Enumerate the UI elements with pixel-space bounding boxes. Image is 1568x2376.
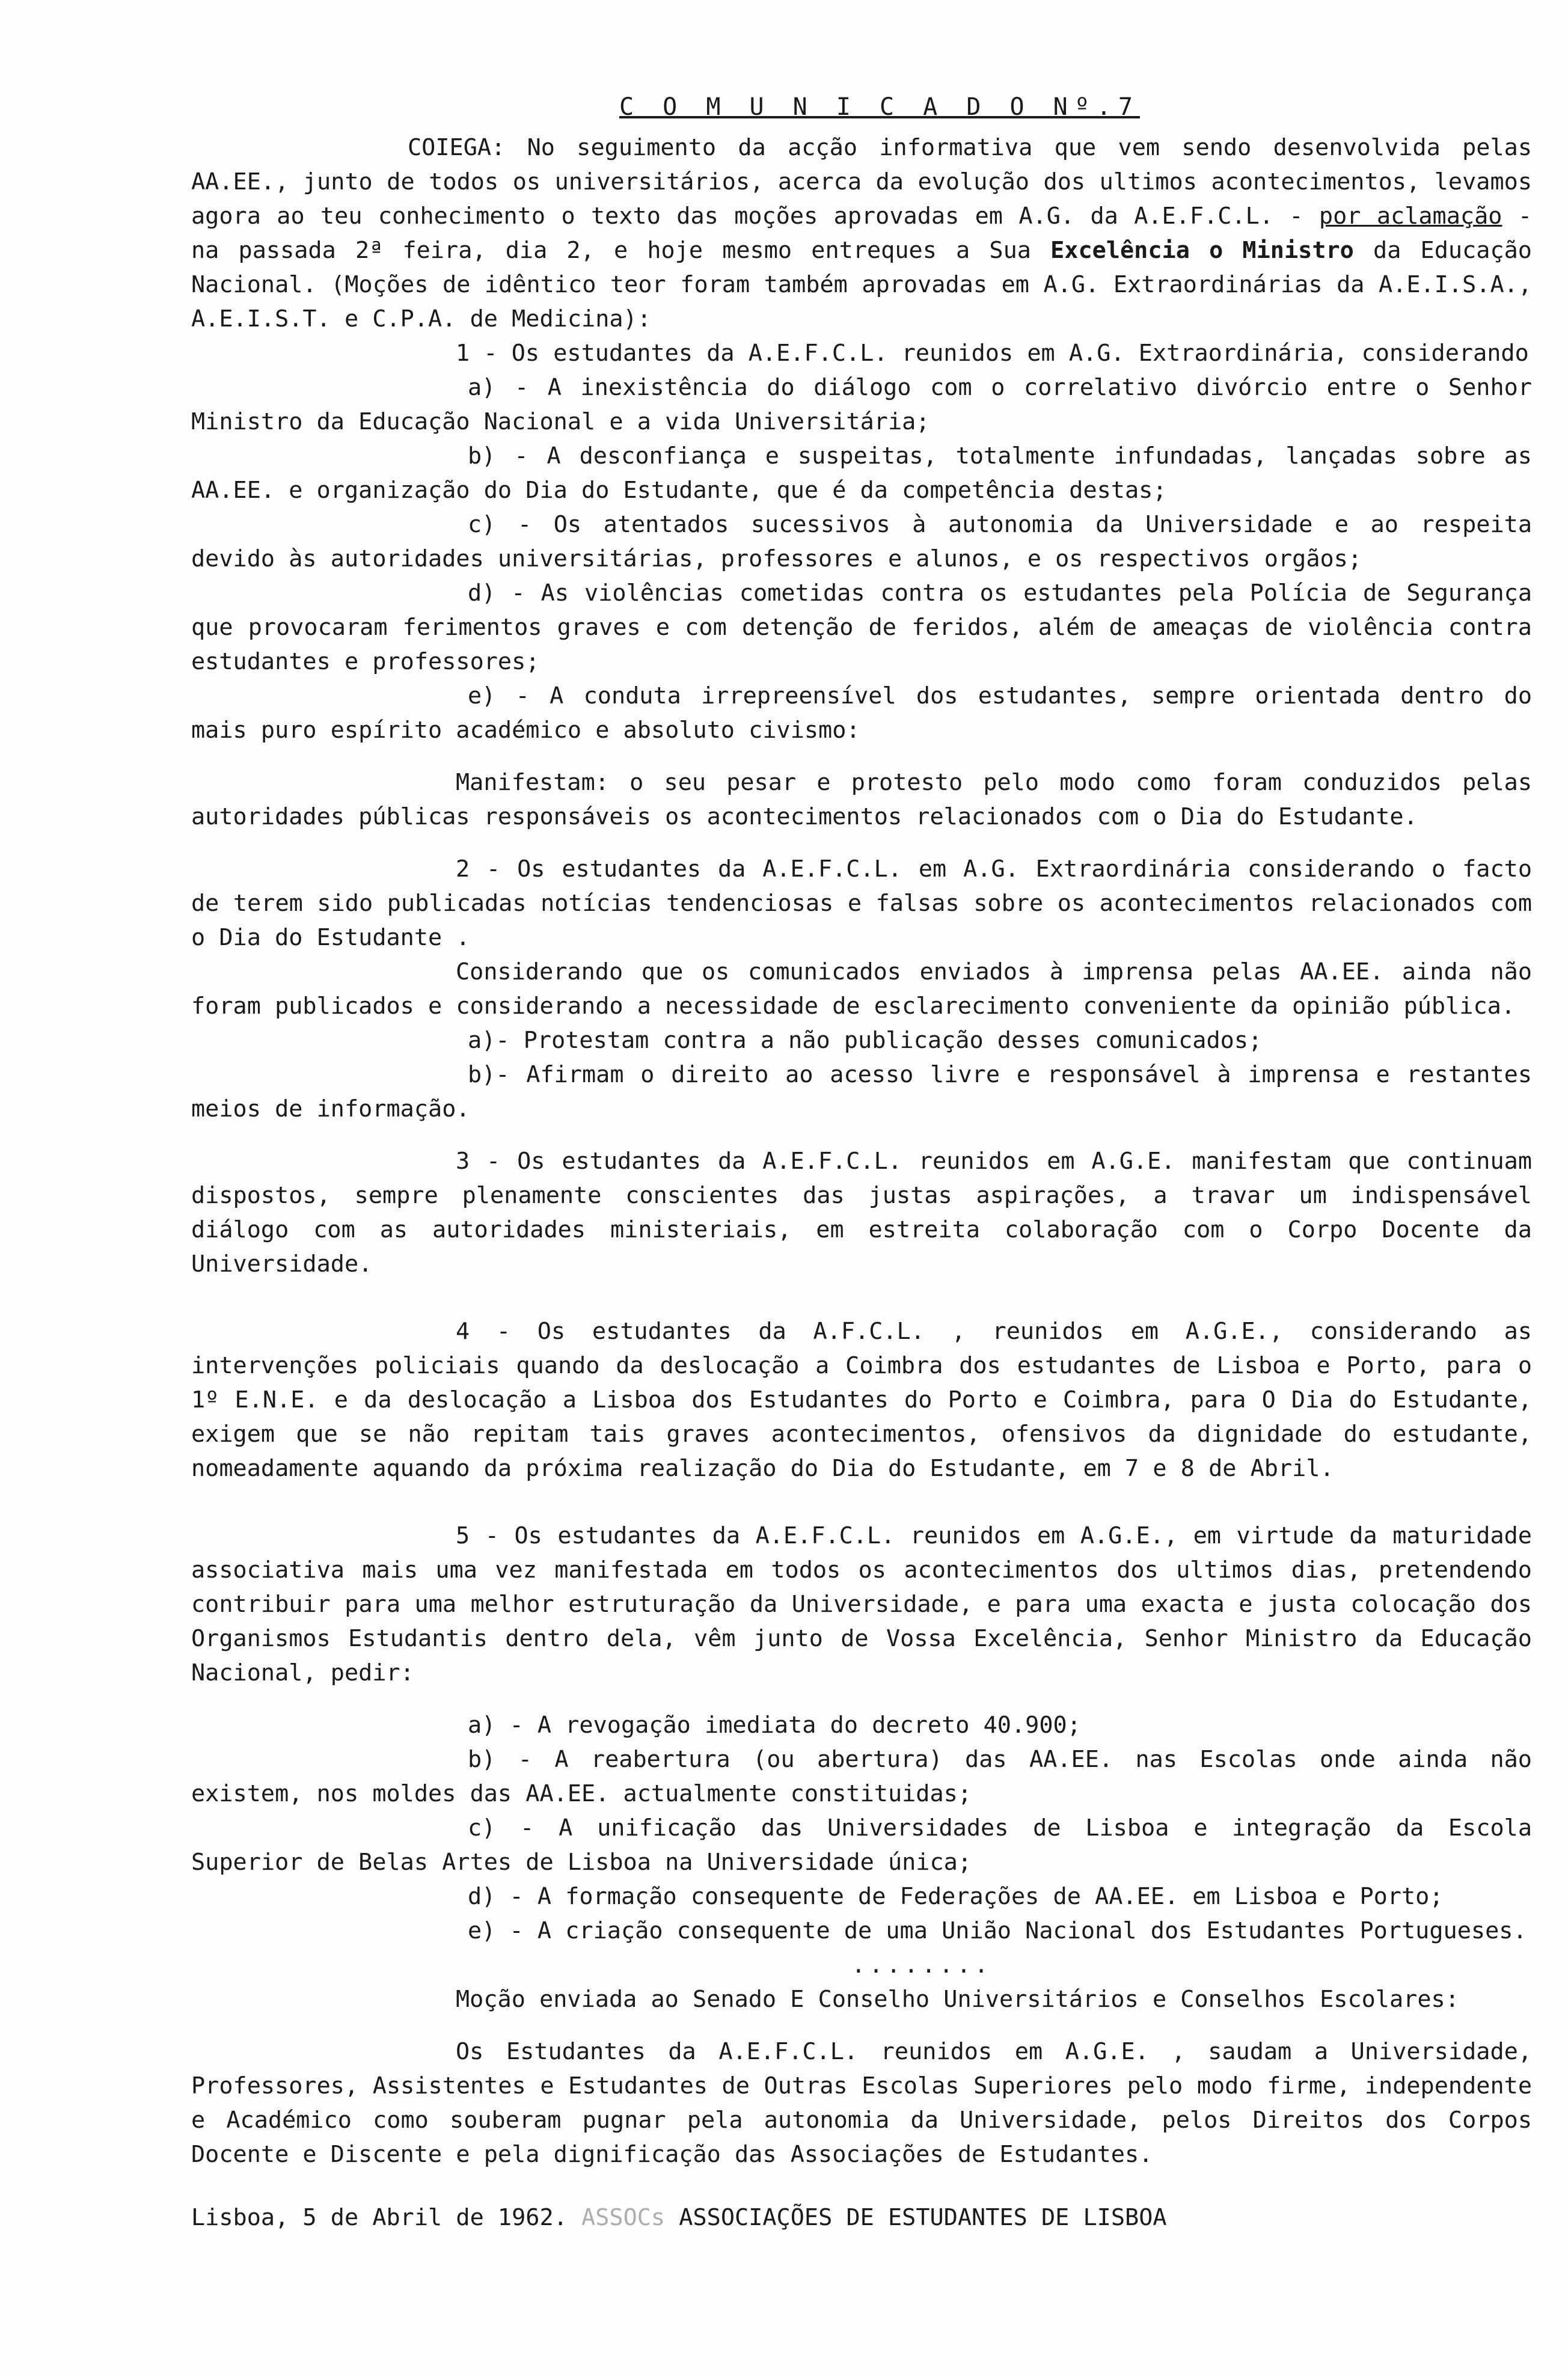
section-separator: ........ bbox=[851, 1952, 992, 1979]
motion-1-item-b: b) - A desconfiança e suspeitas, totalmente infundadas, lançadas sobre as AA.EE. e organização do Dia do Estudante, que é da competência destas; bbox=[191, 442, 1532, 504]
minister-text: Excelência o Ministro bbox=[1050, 237, 1354, 264]
motion-2-considering: Considerando que os comunicados enviados à imprensa pelas AA.EE. ainda não foram publicados e considerando a necessidade de esclarecimento conveniente da opinião pública. bbox=[191, 958, 1532, 1020]
motion-2-opening: 2 - Os estudantes da A.E.F.C.L. em A.G. Extraordinária considerando o facto de terem sido publicadas notícias tendenciosas e falsas sobre os acontecimentos relacionados com o Dia do Estudante . bbox=[191, 856, 1532, 951]
spacer bbox=[191, 747, 1532, 765]
document-body bbox=[191, 90, 1532, 2235]
motion-3: 3 - Os estudantes da A.E.F.C.L. reunidos em A.G.E. manifestam que continuam dispostos, sempre plenamente conscientes das justas aspirações, a travar um indispensável diálogo com as autoridades ministeriais, em estreita colaboração com o Corpo Docente da Universidade. bbox=[191, 1148, 1532, 1278]
motion-5-item-a: a) - A revogação imediata do decreto 40.900; bbox=[468, 1712, 1081, 1739]
acclamation-text: por aclamação bbox=[1318, 203, 1502, 230]
spacer bbox=[191, 1690, 1532, 1708]
motion-1-opening: 1 - Os estudantes da A.E.F.C.L. reunidos em A.G. Extraordinária, considerando bbox=[456, 340, 1529, 367]
motion-1-resolution: Manifestam: o seu pesar e protesto pelo modo como foram conduzidos pelas autoridades públicas responsáveis os acontecimentos relacionados com o Dia do Estudante. bbox=[191, 769, 1532, 830]
motion-5-item-b: b) - A reabertura (ou abertura) das AA.EE. nas Escolas onde ainda não existem, nos moldes das AA.EE. actualmente constituidas; bbox=[191, 1746, 1532, 1807]
spacer bbox=[191, 1486, 1532, 1519]
motion-2-item-a: a)- Protestam contra a não publicação desses comunicados; bbox=[468, 1027, 1263, 1054]
motion-5-item-c: c) - A unificação das Universidades de Lisboa e integração da Escola Superior de Belas Artes de Lisboa na Universidade única; bbox=[191, 1814, 1532, 1876]
motion-4: 4 - Os estudantes da A.F.C.L. , reunidos em A.G.E., considerando as intervenções policiais quando da deslocação a Coimbra dos estudantes de Lisboa e Porto, para o 1º E.N.E. e da deslocação a Lisboa dos Estudantes do Porto e Coimbra, para O Dia do Estudante, exigem que se não repitam tais graves acontecimentos, ofensivos da dignidade do estudante, nomeadamente aquando da próxima realização do Dia do Estudante, em 7 e 8 de Abril. bbox=[191, 1318, 1532, 1482]
senado-motion-heading: Moção enviada ao Senado E Conselho Universitários e Conselhos Escolares: bbox=[456, 1986, 1459, 2013]
document-footer bbox=[191, 2200, 1532, 2235]
motion-5-item-e: e) - A criação consequente de uma União Nacional dos Estudantes Portugueses. bbox=[468, 1917, 1527, 1944]
motion-2-item-b: b)- Afirmam o direito ao acesso livre e responsável à imprensa e restantes meios de informação. bbox=[191, 1061, 1532, 1122]
intro-paragraph: COIEGA: No seguimento da acção informativa que vem sendo desenvolvida pelas AA.EE., junto de todos os universitários, acerca da evolução dos ultimos acontecimentos, levamos agora ao teu conhecimento o texto das moções aprovadas em A.G. da A.E.F.C.L. - por aclamação - na passada 2ª feira, dia 2, e hoje mesmo entreques a Sua Excelência o Ministro da Educação Nacional. (Moções de idêntico teor foram também aprovadas em A.G. Extraordinárias da A.E.I.S.A., A.E.I.S.T. e C.P.A. de Medicina): bbox=[191, 134, 1533, 332]
spacer bbox=[191, 1281, 1532, 1314]
signatory: ASSOCIAÇÕES DE ESTUDANTES DE LISBOA bbox=[679, 2204, 1167, 2231]
intro-lead: COIEGA: bbox=[408, 134, 506, 161]
document-title: C O M U N I C A D O Nº.7 bbox=[619, 93, 1140, 121]
faint-overstrike: ASSOCs bbox=[581, 2204, 666, 2231]
motion-1-item-c: c) - Os atentados sucessivos à autonomia da Universidade e ao respeita devido às autoridades universitárias, professores e alunos, e os respectivos orgãos; bbox=[191, 511, 1532, 572]
senado-motion-body: Os Estudantes da A.E.F.C.L. reunidos em A.G.E. , saudam a Universidade, Professores, Assistentes e Estudantes de Outras Escolas Superiores pelo modo firme, independente e Académico como souberam pugnar pela autonomia da Universidade, pelos Direitos dos Corpos Docente e Discente e pela dignificação das Associações de Estudantes. bbox=[191, 2038, 1532, 2168]
motion-1-item-d: d) - As violências cometidas contra os estudantes pela Polícia de Segurança que provocaram ferimentos graves e com detenção de feridos, além de ameaças de violência contra estudantes e professores; bbox=[191, 580, 1532, 675]
place-and-date: Lisboa, 5 de Abril de 1962. bbox=[191, 2204, 568, 2231]
motion-5-opening: 5 - Os estudantes da A.E.F.C.L. reunidos em A.G.E., em virtude da maturidade associativa mais uma vez manifestada em todos os acontecimentos dos ultimos dias, pretendendo contribuir para uma melhor estruturação da Universidade, e para uma exacta e justa colocação dos Organismos Estudantis dentro dela, vêm junto de Vossa Excelência, Senhor Ministro da Educação Nacional, pedir: bbox=[191, 1522, 1532, 1686]
motion-5-item-d: d) - A formação consequente de Federações de AA.EE. em Lisboa e Porto; bbox=[468, 1883, 1444, 1910]
spacer bbox=[191, 834, 1532, 852]
motion-1-item-e: e) - A conduta irrepreensível dos estudantes, sempre orientada dentro do mais puro espírito académico e absoluto civismo: bbox=[191, 682, 1532, 744]
spacer bbox=[191, 1126, 1532, 1144]
spacer bbox=[191, 2016, 1532, 2035]
motion-1-item-a: a) - A inexistência do diálogo com o correlativo divórcio entre o Senhor Ministro da Educação Nacional e a vida Universitária; bbox=[191, 374, 1532, 435]
